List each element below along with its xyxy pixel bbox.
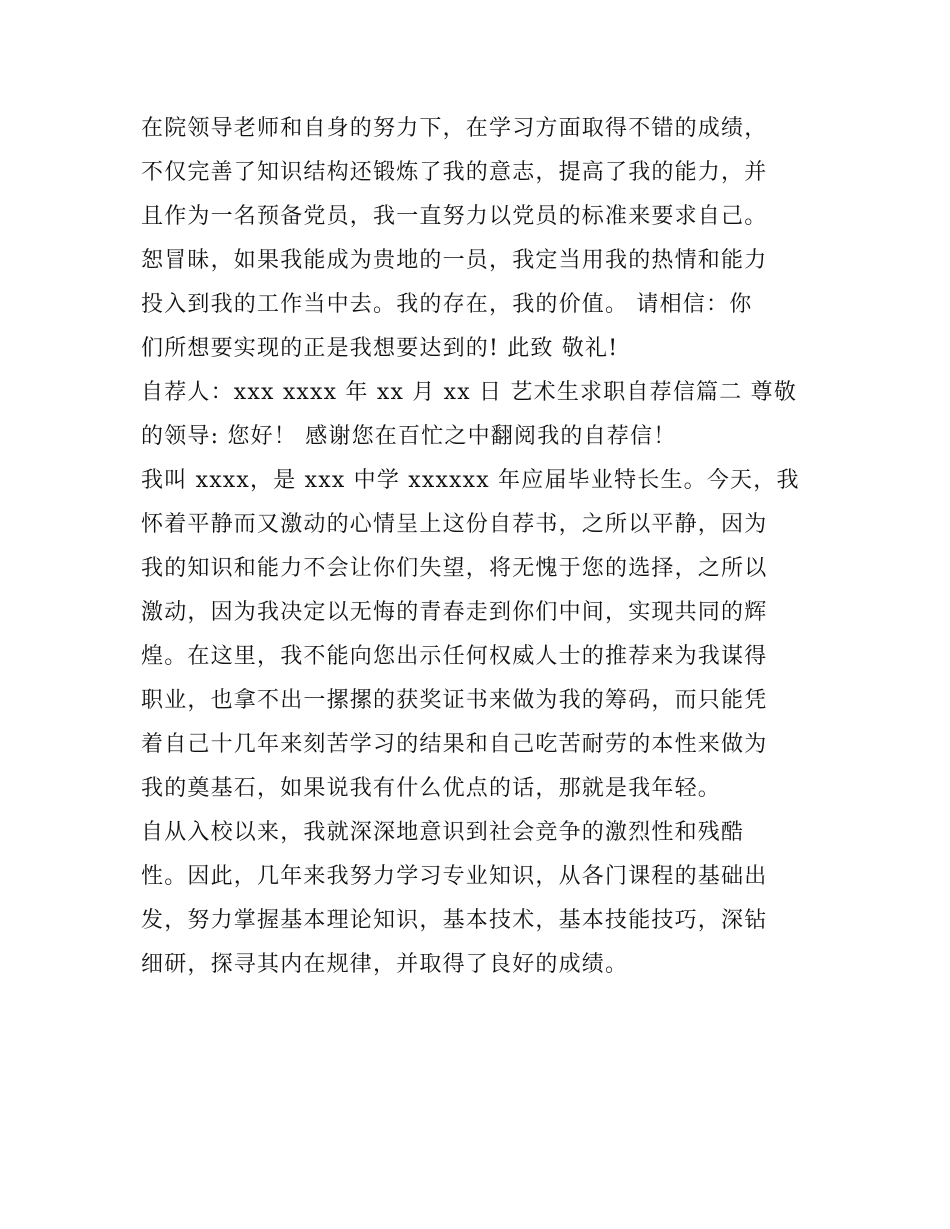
text-line: 且作为一名预备党员，我一直努力以党员的标准来要求自己。	[141, 204, 768, 229]
text-line: 我叫 xxxx，是 xxx 中学 xxxxxx 年应届毕业特长生。今天，我	[141, 468, 800, 493]
text-line: 我的知识和能力不会让你们失望，将无愧于您的选择，之所以	[141, 556, 768, 581]
body-text	[141, 107, 816, 987]
text-line: 自荐人：xxx xxxx 年 xx 月 xx 日 艺术生求职自荐信篇二 尊敬	[141, 380, 798, 405]
text-line: 在院领导老师和自身的努力下，在学习方面取得不错的成绩，	[141, 116, 768, 141]
text-line: 怀着平静而又激动的心情呈上这份自荐书，之所以平静，因为	[141, 512, 768, 537]
text-line: 自从入校以来，我就深深地意识到社会竞争的激烈性和残酷	[141, 820, 745, 845]
text-line: 激动，因为我决定以无悔的青春走到你们中间，实现共同的辉	[141, 600, 768, 625]
text-line: 职业，也拿不出一摞摞的获奖证书来做为我的筹码，而只能凭	[141, 688, 768, 713]
text-line: 投入到我的工作当中去。我的存在，我的价值。 请相信：你	[141, 292, 753, 317]
text-line: 发，努力掌握基本理论知识，基本技术，基本技能技巧，深钻	[141, 908, 768, 933]
text-line: 恕冒昧，如果我能成为贵地的一员，我定当用我的热情和能力	[141, 248, 768, 273]
text-line: 着自己十几年来刻苦学习的结果和自己吃苦耐劳的本性来做为	[141, 732, 768, 757]
text-line: 性。因此，几年来我努力学习专业知识，从各门课程的基础出	[141, 864, 768, 889]
text-line: 我的奠基石，如果说我有什么优点的话，那就是我年轻。	[141, 776, 722, 801]
text-line: 煌。在这里，我不能向您出示任何权威人士的推荐来为我谋得	[141, 644, 768, 669]
text-line: 们所想要实现的正是我想要达到的! 此致 敬礼!	[141, 336, 619, 361]
text-line: 不仅完善了知识结构还锻炼了我的意志，提高了我的能力，并	[141, 160, 768, 185]
text-line: 的领导: 您好！ 感谢您在百忙之中翻阅我的自荐信！	[141, 424, 677, 449]
text-line: 细研，探寻其内在规律，并取得了良好的成绩。	[141, 952, 629, 977]
